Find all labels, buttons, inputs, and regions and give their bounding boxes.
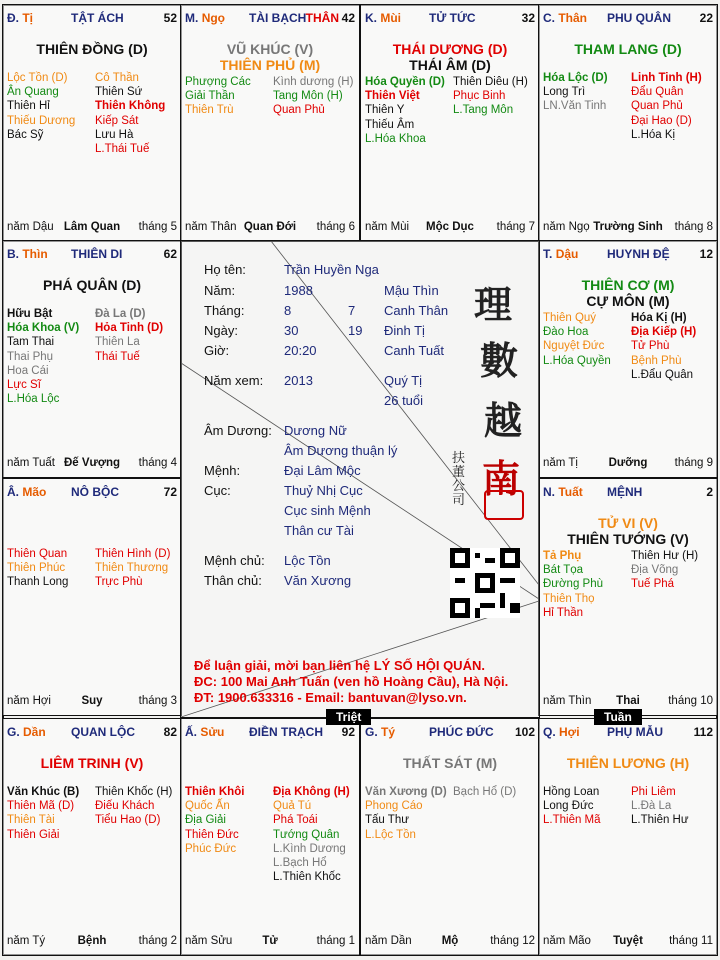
minor-star: Thiên Trù bbox=[185, 104, 234, 117]
info-hour: 20:20 bbox=[284, 343, 317, 358]
main-star: LIÊM TRINH (V) bbox=[40, 755, 144, 771]
palace-ty[interactable] bbox=[2, 4, 182, 242]
palace-month: tháng 9 bbox=[674, 457, 713, 469]
minor-star: LN.Văn Tinh bbox=[543, 100, 607, 113]
palace-number: 22 bbox=[699, 11, 713, 25]
palace-branch: N. Tuất bbox=[543, 485, 583, 499]
minor-star: Thiên Quan bbox=[7, 548, 68, 560]
main-star: THÁI ÂM (D) bbox=[409, 57, 491, 73]
minor-star: Tả Phụ bbox=[543, 550, 582, 562]
minor-star: L.Tang Môn bbox=[453, 104, 514, 117]
palace-branch: Â. Mão bbox=[7, 485, 47, 499]
palace-branch: Đ. Tị bbox=[7, 11, 34, 25]
minor-star: Thiên Khốc (H) bbox=[95, 786, 173, 798]
palace-month: tháng 4 bbox=[138, 457, 177, 469]
minor-star: L.Hóa Kị bbox=[631, 128, 676, 141]
palace-month: tháng 1 bbox=[316, 935, 355, 947]
minor-star: L.Kình Dương bbox=[273, 842, 346, 855]
palace-number: 42 bbox=[341, 11, 355, 25]
palace-year: năm Sửu bbox=[185, 935, 233, 947]
palace-ngo[interactable] bbox=[180, 4, 360, 242]
calligraphy-char-1: 理 bbox=[474, 282, 513, 327]
palace-life-stage: Lâm Quan bbox=[63, 221, 121, 233]
minor-star: Hồng Loan bbox=[543, 786, 600, 798]
info-day-label: Ngày: bbox=[204, 323, 238, 338]
main-star: THAM LANG (D) bbox=[574, 41, 682, 57]
minor-star: Phượng Các bbox=[185, 76, 251, 88]
minor-star: Thiên Mã (D) bbox=[7, 800, 75, 813]
minor-star: Thiên Y bbox=[365, 104, 405, 117]
minor-star: Quốc Ấn bbox=[185, 800, 230, 813]
minor-star: Giải Thần bbox=[185, 90, 235, 103]
minor-star: Quả Tú bbox=[273, 800, 312, 813]
palace-month: tháng 7 bbox=[496, 221, 535, 233]
minor-star: Thiên Giải bbox=[7, 828, 60, 841]
minor-star: L.Hóa Lộc bbox=[7, 393, 60, 406]
minor-star: Hóa Khoa (V) bbox=[7, 322, 80, 335]
palace-house-name: MỆNH bbox=[607, 485, 643, 499]
palace-house-name: PHỤ MẪU bbox=[607, 725, 663, 739]
minor-star: Văn Khúc (B) bbox=[7, 786, 80, 798]
minor-star: Địa Kiếp (H) bbox=[631, 326, 697, 339]
palace-month: tháng 5 bbox=[138, 221, 177, 233]
calligraphy-char-2: 數 bbox=[480, 338, 519, 383]
minor-star: Trực Phù bbox=[95, 576, 143, 589]
palace-year: năm Dậu bbox=[7, 221, 54, 233]
palace-month: tháng 11 bbox=[669, 935, 713, 947]
palace-number: 32 bbox=[521, 11, 535, 25]
palace-branch: Ấ. Sửu bbox=[185, 725, 225, 739]
palace-month: tháng 3 bbox=[138, 695, 177, 707]
minor-star: Tấu Thư bbox=[365, 814, 409, 827]
minor-star: Kiếp Sát bbox=[95, 114, 139, 127]
minor-star: Long Đức bbox=[543, 800, 594, 813]
info-view-can: Quý Tị bbox=[384, 373, 423, 388]
info-thanchu: Văn Xương bbox=[284, 573, 352, 588]
minor-star: Phá Toái bbox=[273, 814, 318, 827]
palace-number: 2 bbox=[706, 485, 713, 499]
minor-star: Hữu Bật bbox=[7, 308, 53, 320]
minor-star: Địa Giải bbox=[185, 814, 226, 827]
minor-star: Thiếu Âm bbox=[365, 118, 415, 131]
main-star: PHÁ QUÂN (D) bbox=[43, 277, 141, 293]
palace-house-name: TÀI BẠCH bbox=[249, 11, 307, 25]
minor-star: Hóa Kị (H) bbox=[631, 312, 687, 324]
minor-star: Linh Tinh (H) bbox=[631, 72, 702, 84]
palace-mao[interactable] bbox=[2, 478, 182, 716]
minor-star: Thiên Phúc bbox=[7, 562, 66, 575]
main-star: THIÊN PHỦ (M) bbox=[219, 57, 321, 73]
palace-life-stage: Suy bbox=[81, 695, 103, 707]
palace-dau[interactable] bbox=[538, 240, 718, 478]
palace-branch: T. Dậu bbox=[543, 247, 579, 261]
palace-month: tháng 10 bbox=[668, 695, 713, 707]
main-star: THIÊN CƠ (M) bbox=[581, 277, 675, 293]
minor-star: L.Lộc Tồn bbox=[365, 828, 416, 841]
minor-star: Thai Phụ bbox=[7, 350, 54, 363]
minor-star: Thanh Long bbox=[7, 576, 69, 589]
minor-star: Thái Tuế bbox=[95, 350, 140, 363]
palace-number: 72 bbox=[163, 485, 177, 499]
palace-branch: C. Thân bbox=[543, 11, 588, 25]
info-amduong: Dương Nữ bbox=[284, 423, 347, 438]
minor-star: Đà La (D) bbox=[95, 308, 146, 320]
minor-star: Thiên Tài bbox=[7, 814, 55, 827]
minor-star: Thiên Hỉ bbox=[7, 100, 50, 113]
minor-star: Thiên Không bbox=[95, 100, 166, 113]
minor-star: Đường Phù bbox=[543, 578, 603, 591]
minor-star: Thiên Diêu (H) bbox=[453, 76, 528, 88]
palace-life-stage: Bệnh bbox=[77, 935, 107, 947]
info-menh: Đại Lâm Mộc bbox=[284, 463, 361, 478]
palace-house-name: NÔ BỘC bbox=[71, 485, 119, 499]
calligraphy-char-4: 南 bbox=[482, 456, 521, 501]
minor-star: Lộc Tồn (D) bbox=[7, 72, 68, 84]
info-year-can: Mậu Thìn bbox=[384, 283, 439, 298]
minor-star: Tuế Phá bbox=[631, 578, 675, 591]
minor-star: Bát Tọa bbox=[543, 564, 584, 577]
minor-star: Thiên Hình (D) bbox=[95, 548, 171, 560]
contact-line-2: ĐC: 100 Mai Anh Tuấn (ven hồ Hoàng Cầu), Hà Nội. bbox=[194, 674, 509, 689]
info-cuc2: Cục sinh Mệnh bbox=[284, 503, 371, 518]
minor-star: L.Đẩu Quân bbox=[631, 368, 694, 381]
main-star: TỬ VI (V) bbox=[598, 515, 658, 531]
palace-year: năm Tuất bbox=[7, 457, 55, 469]
info-month-sol: 8 bbox=[284, 303, 292, 318]
palace-life-stage: Đế Vượng bbox=[63, 457, 121, 469]
palace-month: tháng 2 bbox=[138, 935, 177, 947]
palace-month: tháng 12 bbox=[490, 935, 535, 947]
palace-life-stage: Tuyệt bbox=[613, 935, 643, 947]
info-view-year: 2013 bbox=[284, 373, 313, 388]
palace-house-name: ĐIỀN TRẠCH bbox=[249, 725, 323, 739]
main-star: CỰ MÔN (M) bbox=[586, 293, 670, 309]
minor-star: Cô Thần bbox=[95, 72, 139, 84]
palace-suu[interactable] bbox=[180, 718, 360, 956]
minor-star: Bạch Hổ (D) bbox=[453, 786, 517, 798]
minor-star: Thiên Việt bbox=[365, 90, 420, 103]
minor-star: Đào Hoa bbox=[543, 326, 589, 339]
palace-life-stage: Thai bbox=[616, 695, 640, 707]
palace-year: năm Tý bbox=[7, 935, 46, 947]
palace-number: 52 bbox=[163, 11, 177, 25]
palace-house-name: PHÚC ĐỨC bbox=[429, 725, 494, 739]
than-marker: THÂN bbox=[305, 11, 339, 25]
minor-star: L.Thiên Khốc bbox=[273, 871, 341, 884]
minor-star: L.Thiên Hư bbox=[631, 814, 689, 827]
palace-dan[interactable] bbox=[2, 718, 182, 956]
minor-star: Thiên Đức bbox=[185, 828, 239, 841]
contact-line-3: ĐT: 1900.633316 - Email: bantuvan@lyso.vn. bbox=[194, 690, 467, 705]
palace-life-stage: Tử bbox=[262, 935, 278, 947]
info-name-label: Họ tên: bbox=[204, 262, 246, 277]
info-year: 1988 bbox=[284, 283, 313, 298]
minor-star: Thiếu Dương bbox=[7, 114, 76, 127]
palace-year: năm Hợi bbox=[7, 695, 51, 707]
minor-star: Long Trì bbox=[543, 86, 586, 99]
palace-branch: Q. Hợi bbox=[543, 725, 580, 739]
minor-star: Phi Liêm bbox=[631, 786, 676, 798]
palace-house-name: TỬ TỨC bbox=[429, 11, 476, 25]
info-year-label: Năm: bbox=[204, 283, 236, 298]
palace-thin[interactable] bbox=[2, 240, 182, 478]
minor-star: Bác Sỹ bbox=[7, 128, 44, 141]
info-name: Trần Huyền Nga bbox=[284, 262, 379, 277]
palace-life-stage: Mộ bbox=[441, 935, 459, 947]
minor-star: Tiểu Hao (D) bbox=[95, 814, 161, 827]
info-thanchu-label: Thân chủ: bbox=[204, 573, 262, 588]
minor-star: Đẩu Quân bbox=[631, 86, 684, 99]
minor-star: Thiên Hư (H) bbox=[631, 550, 699, 562]
info-month-can: Canh Thân bbox=[384, 303, 449, 318]
palace-life-stage: Mộc Dục bbox=[426, 221, 474, 233]
minor-star: Thiên Sứ bbox=[95, 86, 143, 99]
minor-star: Nguyệt Đức bbox=[543, 340, 605, 353]
triet-tag: Triệt bbox=[326, 709, 371, 725]
info-amduong2: Âm Dương thuận lý bbox=[284, 443, 398, 458]
info-amduong-label: Âm Dương: bbox=[204, 423, 272, 438]
main-star: THIÊN LƯƠNG (H) bbox=[566, 755, 690, 771]
palace-number: 62 bbox=[163, 247, 177, 261]
palace-number: 82 bbox=[163, 725, 177, 739]
minor-star: Thiên La bbox=[95, 336, 140, 349]
palace-hoi[interactable] bbox=[538, 718, 718, 956]
palace-house-name: THIÊN DI bbox=[71, 247, 123, 261]
palace-branch: G. Dần bbox=[7, 725, 46, 739]
minor-star: Phong Cáo bbox=[365, 800, 423, 813]
palace-house-name: HUYNH ĐỆ bbox=[607, 247, 670, 261]
minor-star: Tang Môn (H) bbox=[273, 90, 343, 103]
palace-life-stage: Trường Sinh bbox=[593, 221, 663, 233]
info-menh-label: Mệnh: bbox=[204, 463, 241, 478]
minor-star: Thiên Thương bbox=[95, 562, 169, 575]
info-day-sol: 30 bbox=[284, 323, 299, 338]
minor-star: L.Thái Tuế bbox=[95, 143, 150, 156]
minor-star: Phục Binh bbox=[453, 90, 506, 103]
palace-mui[interactable] bbox=[360, 4, 540, 242]
info-cuc-label: Cục: bbox=[204, 483, 231, 498]
palace-year: năm Mùi bbox=[365, 221, 410, 233]
palace-branch: M. Ngọ bbox=[185, 11, 226, 25]
palace-year: năm Thân bbox=[185, 221, 237, 233]
info-hour-can: Canh Tuất bbox=[384, 343, 444, 358]
minor-star: L.Bạch Hổ bbox=[273, 857, 327, 870]
minor-star: Hoa Cái bbox=[7, 364, 49, 377]
minor-star: Thiên Khôi bbox=[185, 786, 245, 798]
info-day-lun: 19 bbox=[348, 323, 363, 338]
palace-house-name: QUAN LỘC bbox=[71, 725, 135, 739]
minor-star: Phúc Đức bbox=[185, 842, 237, 855]
info-view-label: Năm xem: bbox=[204, 373, 264, 388]
palace-branch: B. Thìn bbox=[7, 247, 48, 261]
contact-line-1: Để luận giải, mời bạn liên hệ LÝ SỐ HỘI QUÁN. bbox=[194, 658, 485, 673]
palace-branch: K. Mùi bbox=[365, 11, 402, 25]
minor-star: Tướng Quân bbox=[273, 828, 340, 841]
qr-code-icon[interactable] bbox=[450, 548, 520, 618]
palace-branch: G. Tý bbox=[365, 725, 396, 739]
main-star: VŨ KHÚC (V) bbox=[226, 41, 314, 57]
palace-number: 92 bbox=[341, 725, 355, 739]
palace-number: 102 bbox=[514, 725, 535, 739]
minor-star: Điếu Khách bbox=[95, 800, 155, 813]
main-star: THIÊN ĐỒNG (D) bbox=[36, 41, 148, 57]
minor-star: Tam Thai bbox=[7, 336, 55, 349]
palace-ty2[interactable] bbox=[360, 718, 540, 956]
minor-star: Thiên Quý bbox=[543, 312, 597, 324]
info-age: 26 tuổi bbox=[384, 393, 424, 408]
main-star: THÁI DƯƠNG (D) bbox=[392, 41, 508, 57]
palace-life-stage: Quan Đới bbox=[243, 221, 297, 233]
palace-tuat[interactable] bbox=[538, 478, 718, 716]
minor-star: Lưu Hà bbox=[95, 128, 134, 141]
tuan-tag: Tuần bbox=[594, 709, 642, 725]
palace-house-name: TẬT ÁCH bbox=[71, 11, 124, 25]
info-month-lun: 7 bbox=[348, 303, 356, 318]
info-cuc3: Thân cư Tài bbox=[284, 523, 354, 538]
info-hour-label: Giờ: bbox=[204, 343, 230, 358]
palace-year: năm Thìn bbox=[543, 695, 592, 707]
minor-star: Thiên Thọ bbox=[543, 592, 595, 605]
info-cuc: Thuỷ Nhị Cục bbox=[284, 483, 363, 498]
minor-star: Văn Xương (D) bbox=[365, 786, 447, 798]
palace-year: năm Dần bbox=[365, 935, 412, 947]
minor-star: L.Hóa Quyền bbox=[543, 354, 611, 367]
info-menhchu: Lộc Tồn bbox=[284, 553, 331, 568]
minor-star: Kình dương (H) bbox=[273, 76, 354, 88]
minor-star: Ân Quang bbox=[7, 86, 59, 99]
info-menhchu-label: Mệnh chủ: bbox=[204, 553, 265, 568]
palace-house-name: PHU QUÂN bbox=[607, 11, 672, 25]
minor-star: Đại Hao (D) bbox=[631, 114, 692, 127]
minor-star: L.Thiên Mã bbox=[543, 814, 601, 827]
small-calligraphy: 扶董公司 bbox=[452, 451, 466, 508]
palace-number: 112 bbox=[693, 725, 713, 739]
minor-star: Hóa Lộc (D) bbox=[543, 72, 608, 84]
red-seal bbox=[484, 490, 524, 520]
calligraphy-char-3: 越 bbox=[484, 398, 523, 443]
palace-year: năm Tị bbox=[543, 457, 578, 469]
minor-star: Địa Không (H) bbox=[273, 786, 350, 798]
minor-star: Địa Võng bbox=[631, 564, 679, 577]
main-star: THIÊN TƯỚNG (V) bbox=[567, 531, 689, 547]
palace-than[interactable] bbox=[538, 4, 718, 242]
palace-month: tháng 6 bbox=[316, 221, 355, 233]
minor-star: Quan Phủ bbox=[631, 100, 683, 113]
minor-star: Hỏa Tinh (D) bbox=[95, 322, 164, 335]
palace-year: năm Mão bbox=[543, 935, 591, 947]
palace-life-stage: Dưỡng bbox=[608, 457, 648, 469]
palace-number: 12 bbox=[699, 247, 713, 261]
info-month-label: Tháng: bbox=[204, 303, 245, 318]
minor-star: Tử Phù bbox=[631, 340, 670, 353]
minor-star: Quan Phủ bbox=[273, 104, 325, 117]
minor-star: Bệnh Phù bbox=[631, 354, 682, 367]
minor-star: Lực Sĩ bbox=[7, 379, 41, 392]
palace-year: năm Ngọ bbox=[543, 221, 590, 233]
minor-star: L.Hóa Khoa bbox=[365, 132, 426, 145]
minor-star: Hỉ Thần bbox=[543, 606, 584, 619]
info-day-can: Đinh Tị bbox=[384, 323, 425, 338]
main-star: THẤT SÁT (M) bbox=[402, 755, 498, 771]
minor-star: Hóa Quyền (D) bbox=[365, 76, 445, 88]
palace-month: tháng 8 bbox=[674, 221, 713, 233]
minor-star: L.Đà La bbox=[631, 800, 672, 813]
